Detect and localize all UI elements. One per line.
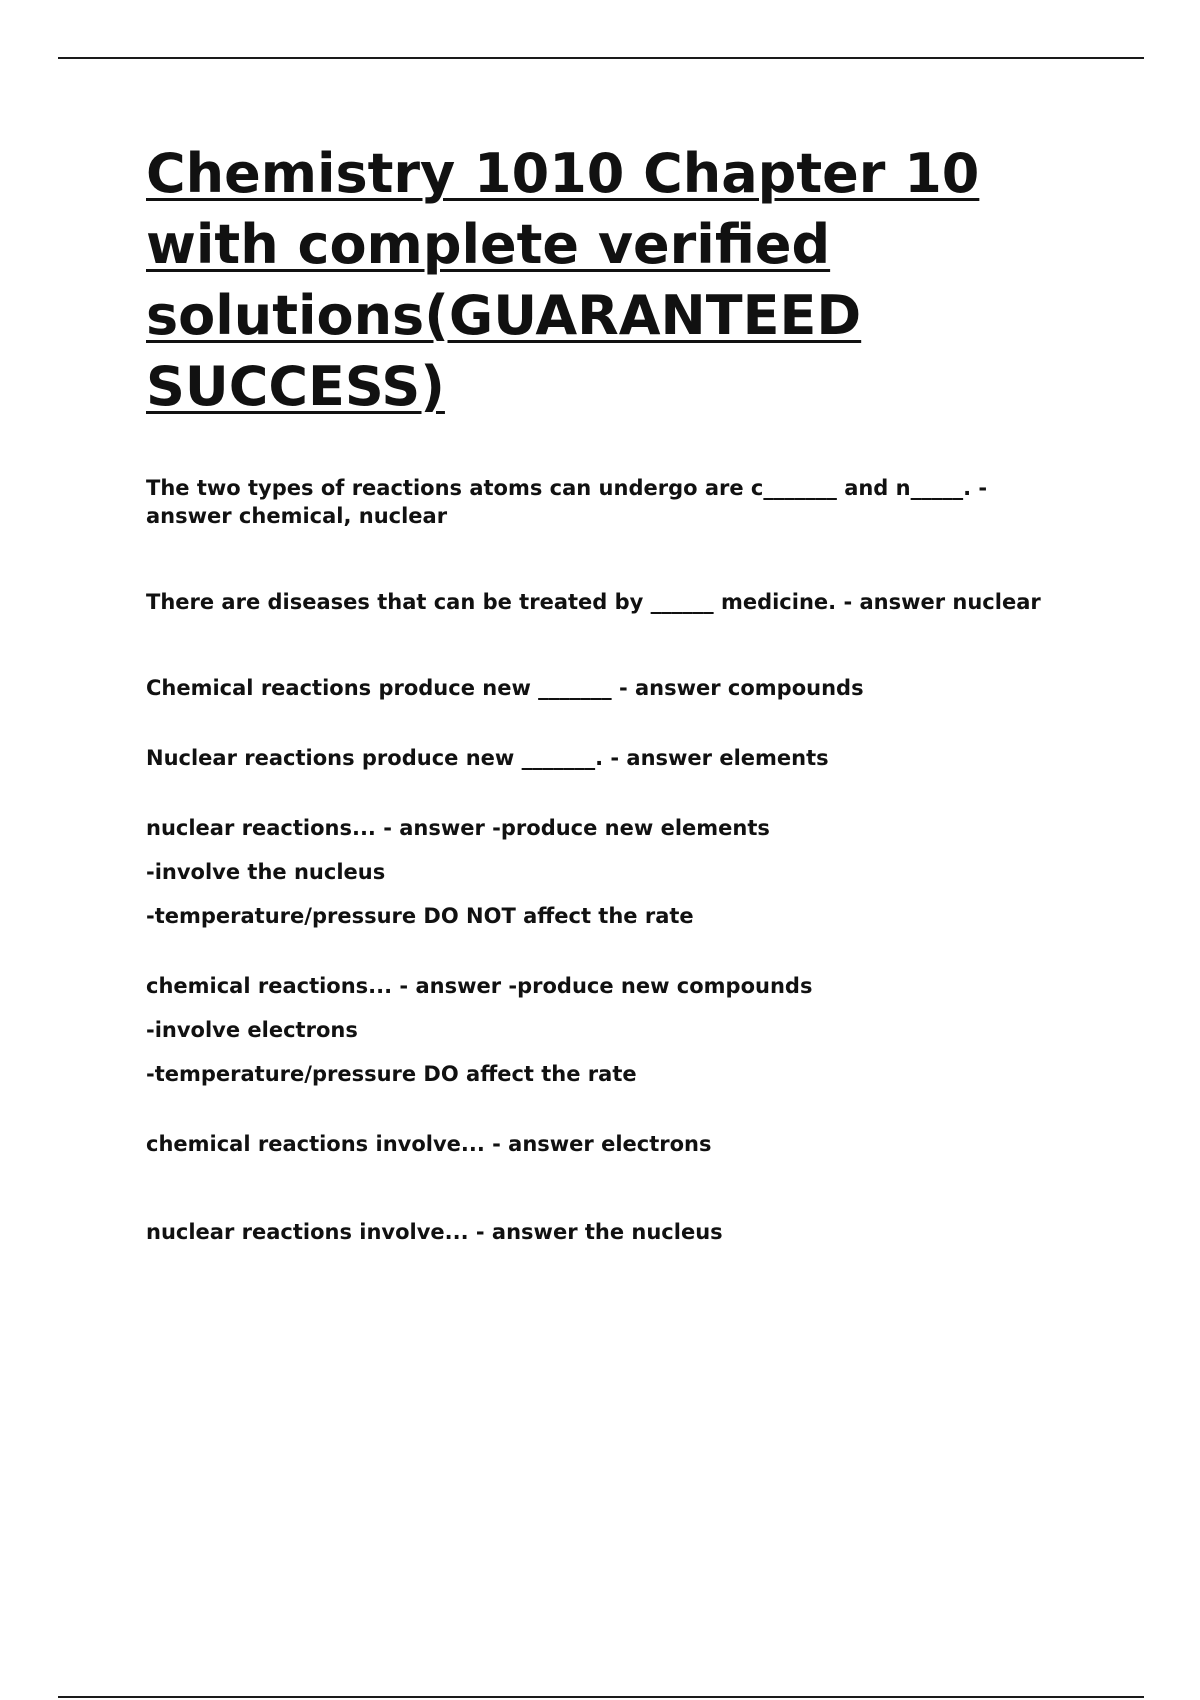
qa-text: nuclear reactions... - answer -produce new elements	[146, 816, 770, 840]
qa-text: Chemical reactions produce new _______ - answer compounds	[146, 676, 864, 700]
qa-item	[146, 744, 1066, 772]
qa-item	[146, 814, 1066, 930]
bottom-rule	[58, 1696, 1144, 1698]
qa-text: -involve electrons	[146, 1018, 358, 1042]
qa-text: The two types of reactions atoms can undergo are c_______ and n_____. - answer chemical, nuclear	[146, 476, 988, 528]
qa-text: Nuclear reactions produce new _______. - answer elements	[146, 746, 829, 770]
top-rule	[58, 57, 1144, 59]
qa-text: -temperature/pressure DO NOT affect the rate	[146, 904, 694, 928]
document-title: Chemistry 1010 Chapter 10 with complete verified solutions(GUARANTEED SUCCESS)	[146, 142, 980, 418]
qa-item	[146, 588, 1066, 616]
qa-text: chemical reactions involve... - answer electrons	[146, 1132, 712, 1156]
qa-item	[146, 972, 1066, 1088]
qa-text: -involve the nucleus	[146, 860, 386, 884]
qa-text: There are diseases that can be treated by ______ medicine. - answer nuclear	[146, 590, 1041, 614]
qa-item	[146, 1218, 1066, 1246]
document-body	[146, 138, 1066, 1246]
qa-item	[146, 674, 1066, 702]
qa-text: nuclear reactions involve... - answer the nucleus	[146, 1220, 723, 1244]
qa-text: chemical reactions... - answer -produce new compounds	[146, 974, 813, 998]
qa-text: -temperature/pressure DO affect the rate	[146, 1062, 637, 1086]
qa-item	[146, 474, 1066, 530]
qa-list	[146, 474, 1066, 1246]
qa-item	[146, 1130, 1066, 1158]
